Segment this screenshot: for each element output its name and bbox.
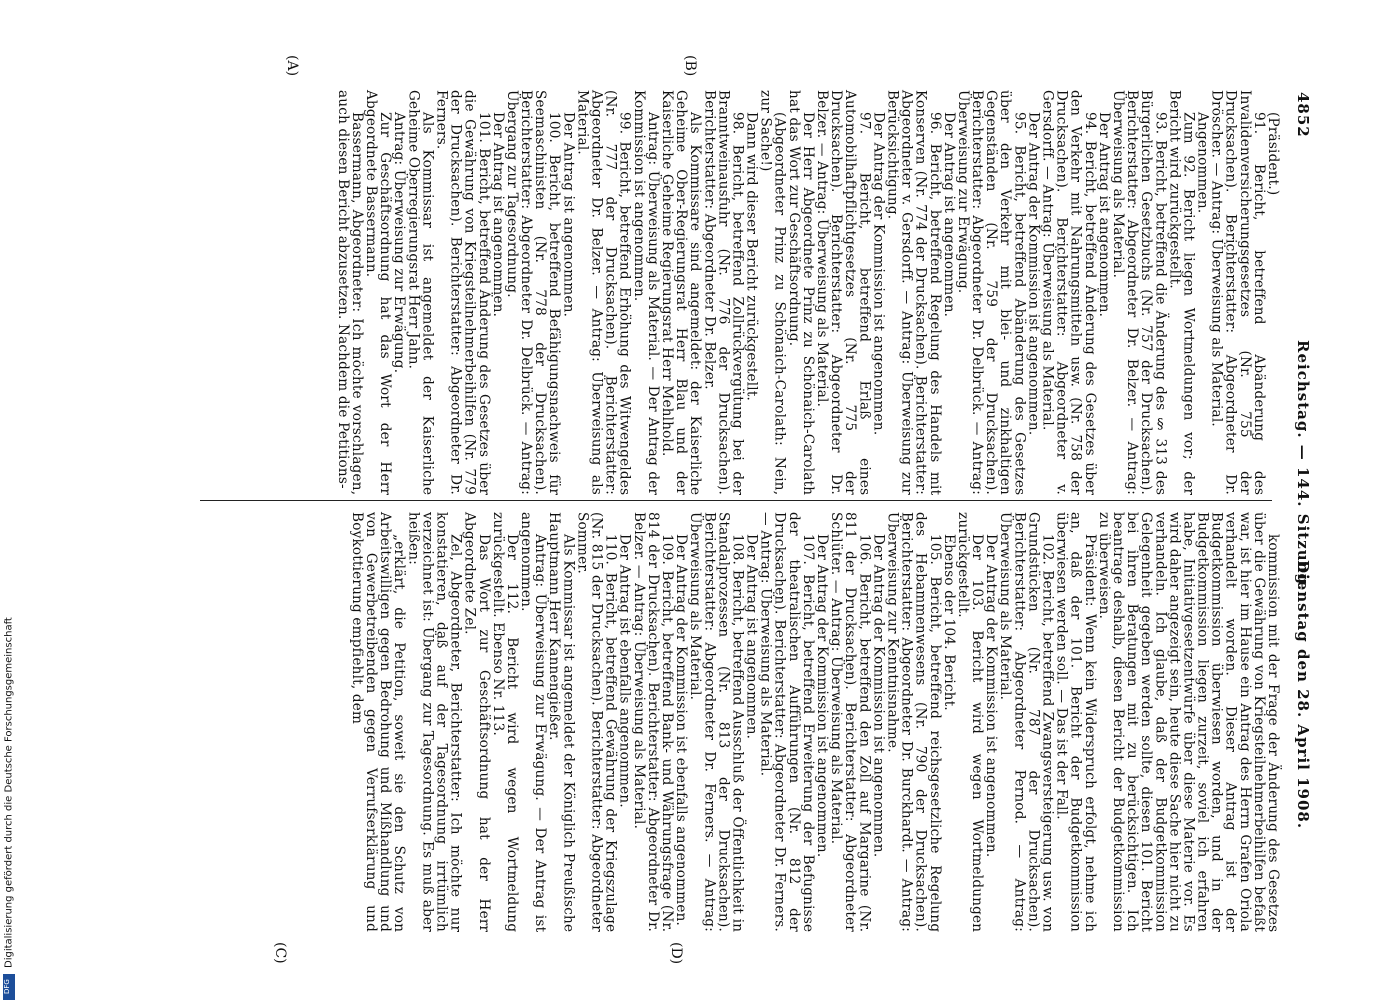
paragraph: Als Kommissare sind angemeldet: der Kaiserliche Geheime Ober-Regierungsrat Herr Blau und der Kaiserliche Geheime Regierungsrat Herr Mehlhold.	[658, 90, 704, 495]
paragraph: Der Antrag der Kommission ist angenommen.	[870, 533, 887, 858]
page-title: Reichstag. — 144. Sitzung.	[1294, 340, 1312, 592]
paragraph: 94. Bericht, betreffend Änderung des Gesetzes über den Verkehr mit Nahrungsmitteln usw. (Nr. 758 der Drucksachen). Berichterstatter: Abgeordneter v. Gersdorff. — Antrag: Überweisung als Material.	[1039, 90, 1098, 495]
paragraph: 93. Bericht, betreffend die Änderung des § 313 des Bürgerlichen Gesetzbuchs (Nr. 757 der Drucksachen). Berichterstatter: Abgeordneter Dr. Belzer. — Antrag: Überweisung als Material.	[1109, 90, 1169, 495]
paragraph: Als Kommissar ist angemeldet der Kaiserliche Geheime Oberregierungsrat Herr Jahn.	[405, 90, 436, 495]
paragraph: Antrag: Überweisung als Material. — Der Antrag der Kommission ist angenommen.	[630, 90, 661, 495]
paragraph: (Präsident.)	[1265, 111, 1281, 196]
paragraph: Der Antrag der Kommission ist angenommen.	[1025, 111, 1042, 436]
paragraph: 110. Bericht, betreffend Gewährung der Kriegszulage (Nr. 815 der Drucksachen). Berichterstatter: Abgeordneter Sommer.	[574, 512, 619, 932]
paragraph: 100. Bericht, betreffend Befähigungsnachweis für Seemaschinisten (Nr. 778 der Drucksachen). Berichterstatter: Abgeordneter Dr. Delbrück. — Antrag: Übergang zur Tagesordnung.	[503, 90, 563, 495]
paragraph: Der Antrag der Kommission ist ebenfalls angenommen.	[673, 533, 690, 926]
paragraph: Der Antrag der Kommission ist angenommen.	[983, 533, 1000, 858]
paragraph: 98. Bericht, betreffend Zollrückvergütung bei der Branntweinausfuhr (Nr. 776 der Drucksachen). Berichterstatter: Abgeordneter Dr. Belzer.	[701, 90, 746, 495]
paragraph: Der 112. Bericht wird wegen Wortmeldung zurückgestellt. Ebenso Nr. 113.	[489, 512, 520, 932]
paragraph: 91. Bericht, betreffend Abänderung des Invalidenversicherungsgesetzes (Nr. 755 der Drucksachen). Berichterstatter: Abgeordneter Dr. Dröscher. — Antrag: Überweisung als Material.	[1208, 90, 1267, 495]
paragraph: (Abgeordneter Prinz zu Schönaich-Carolath: Nein, zur Sache!)	[757, 90, 788, 495]
paragraph: Der Antrag ist angenommen.	[560, 111, 577, 317]
paragraph: Zel, Abgeordneter, Berichterstatter: Ich möchte nur konstatieren, daß auf der Tagesordnung irrtümlich verzeichnet ist: Übergang zur Tagesordnung. Es muß aber heißen:	[405, 512, 464, 932]
paragraph: Zur Geschäftsordnung hat das Wort der Herr Abgeordnete Bassermann.	[363, 90, 394, 495]
paragraph: Der Herr Abgeordnete Prinz zu Schönaich-Carolath hat das Wort zur Geschäftsordnung.	[785, 90, 816, 495]
paragraph: Der Antrag ist angenommen.	[743, 533, 760, 739]
footer-text: Digitalisierung gefördert durch die Deutsche Forschungsgemeinschaft	[3, 617, 15, 968]
paragraph: Antrag: Überweisung zur Erwägung. — Der Antrag ist angenommen.	[518, 512, 549, 932]
paragraph: 105. Bericht, betreffend reichsgesetzliche Regelung des Hebammenwesens (Nr. 790 der Drucksachen). Berichterstatter: Abgeordneter Dr. Burckhardt. — Antrag: Überweisung zur Kenntnisnahme.	[884, 512, 943, 932]
paragraph: 99. Bericht, betreffend Erhöhung des Witwengeldes (Nr. 777 der Drucksachen). Berichterstatter: Abgeordneter Dr. Belzer. — Antrag: Überweisung als Material.	[574, 90, 633, 495]
margin-mark-a: (A)	[284, 55, 300, 77]
paragraph: Das Wort zur Geschäftsordnung hat der Herr Abgeordnete Zel.	[461, 512, 492, 932]
paragraph: Der Antrag ist ebenfalls angenommen.	[616, 533, 633, 808]
text-column-top	[120, 90, 1280, 495]
paragraph: Der Antrag ist angenommen.	[940, 111, 957, 317]
paragraph: 108. Bericht, betreffend Ausschluß der Öffentlichkeit in Standalprozessen (Nr. 813 der Drucksachen). Berichterstatter: Abgeordneter Dr. Ferners. — Antrag: Überweisung als Material.	[687, 512, 746, 932]
paragraph: Der Antrag der Kommission ist angenommen.	[814, 533, 830, 858]
paragraph: 107. Bericht, betreffend Erweiterung der Befugnisse der theatralischen Aufführungen (Nr. 812 der Drucksachen). Berichterstatter: Abgeordneter Dr. Ferners. — Antrag: Überweisung als Material.	[757, 512, 816, 932]
page-number: 4852	[1294, 92, 1312, 138]
paragraph: Der 103. Bericht wird wegen Wortmeldungen zurückgestellt.	[954, 512, 986, 932]
dfg-logo: DFG	[3, 974, 15, 1000]
margin-mark-c: (C)	[272, 942, 288, 964]
document-page	[80, 0, 1320, 1000]
paragraph: Angenommen.	[1194, 111, 1211, 214]
paragraph: 102. Bericht, betreffend Zwangsversteigerung usw. von Grundstücken (Nr. 787 der Drucksachen). Berichterstatter: Abgeordneter Pernod. — Antrag: Überweisung als Material.	[997, 512, 1056, 932]
paragraph: Als Kommissar ist angemeldet der Königlich Preußische Hauptmann Herr Kannengießer.	[546, 512, 577, 932]
paragraph: kommission mit der Frage der Änderung des Gesetzes über die Gewährung von Kriegsteilnehmerbeihilfen befaßt war, ist hier im Hause ein Antrag des Herrn Grafen Oriola verhandelt worden. Dieser Antrag ist der Budgetkommission überwiesen worden, und in der Budgetkommission liegen zurzeit, soviel ich erfahren habe, Initiativgesetzentwürfe über diese Materie vor. Es wird daher angezeigt sein, heute diese Sache hier nicht zu verhandeln. Ich glaube, daß der Budgetkommission Gelegenheit gegeben werden sollte, diesen 101. Bericht bei ihren Beratungen mit zu berücksichtigen. Ich beantrage deshalb, diesen Bericht der Budgetkommission zu überweisen.	[1095, 512, 1281, 932]
paragraph: 109. Bericht, betreffend Bank- und Währungsfrage (Nr. 814 der Drucksachen). Berichterstatter: Abgeordneter Dr. Belzer. — Antrag: Überweisung als Material.	[630, 512, 675, 932]
paragraph: Dann wird dieser Bericht zurückgestellt.	[743, 111, 760, 401]
margin-mark-b: (B)	[682, 55, 698, 77]
paragraph: Zum 92. Bericht liegen Wortmeldungen vor; der Bericht wird zurückgestellt.	[1166, 90, 1197, 495]
column-divider	[200, 500, 1272, 501]
paragraph: Bassermann, Abgeordneter: Ich möchte vorschlagen, auch diesen Bericht abzusetzen. Nachdem die Petitions-	[334, 90, 365, 495]
page-date: Dienstag den 28. April 1908.	[1294, 560, 1312, 830]
paragraph: „erklärt, die Petition, soweit sie den Schutz von Arbeitswilligen gegen Bedrohung und Mißhandlung und von Gewerbetreibenden gegen Verrufserklärung und Boykottierung empfiehlt, dem	[348, 512, 408, 932]
paragraph: 95. Bericht, betreffend Abänderung des Gesetzes über den Verkehr mit blei- und zinkhaltigen Gegenständen (Nr. 759 der Drucksachen). Berichterstatter: Abgeordneter Dr. Delbrück. — Antrag: Überweisung zur Erwägung.	[954, 90, 1028, 495]
paragraph: Antrag: Überweisung zur Erwägung.	[391, 111, 408, 373]
paragraph: Ebenso der 104. Bericht.	[940, 533, 957, 711]
paragraph: Der Antrag der Kommission ist angenommen.	[870, 111, 887, 436]
text-column-bottom	[120, 512, 1280, 932]
paragraph: 97. Bericht, betreffend Erlaß eines Automobilhaftpflichtgesetzes (Nr. 775 der Drucksachen). Berichterstatter: Abgeordneter Dr. Belzer. — Antrag: Überweisung als Material.	[814, 90, 873, 495]
paragraph: 106. Bericht, betreffend den Zoll auf Margarine (Nr. 811 der Drucksachen). Berichterstatter: Abgeordneter Schlüter. — Antrag: Überweisung als Material.	[828, 512, 873, 932]
margin-mark-d: (D)	[668, 942, 684, 965]
paragraph: 101. Bericht, betreffend Änderung des Gesetzes über die Gewährung von Kriegsteilnehmerbeihilfen (Nr. 779 der Drucksachen). Berichterstatter: Abgeordneter Dr. Ferners.	[433, 90, 492, 495]
paragraph: Der Antrag ist angenommen.	[1095, 111, 1112, 317]
paragraph: 96. Bericht, betreffend Regelung des Handels mit Konserven (Nr. 774 der Drucksachen). Berichterstatter: Abgeordneter v. Gersdorff. — Antrag: Überweisung zur Berücksichtigung.	[884, 90, 943, 495]
paragraph: Der Antrag ist angenommen.	[489, 111, 506, 317]
paragraph: Präsident: Wenn kein Widerspruch erfolgt, nehme ich an, daß der 101. Bericht der Budgetkommission überwiesen werden soll. — Das ist der Fall.	[1053, 512, 1098, 932]
digitization-footer	[0, 0, 18, 1000]
